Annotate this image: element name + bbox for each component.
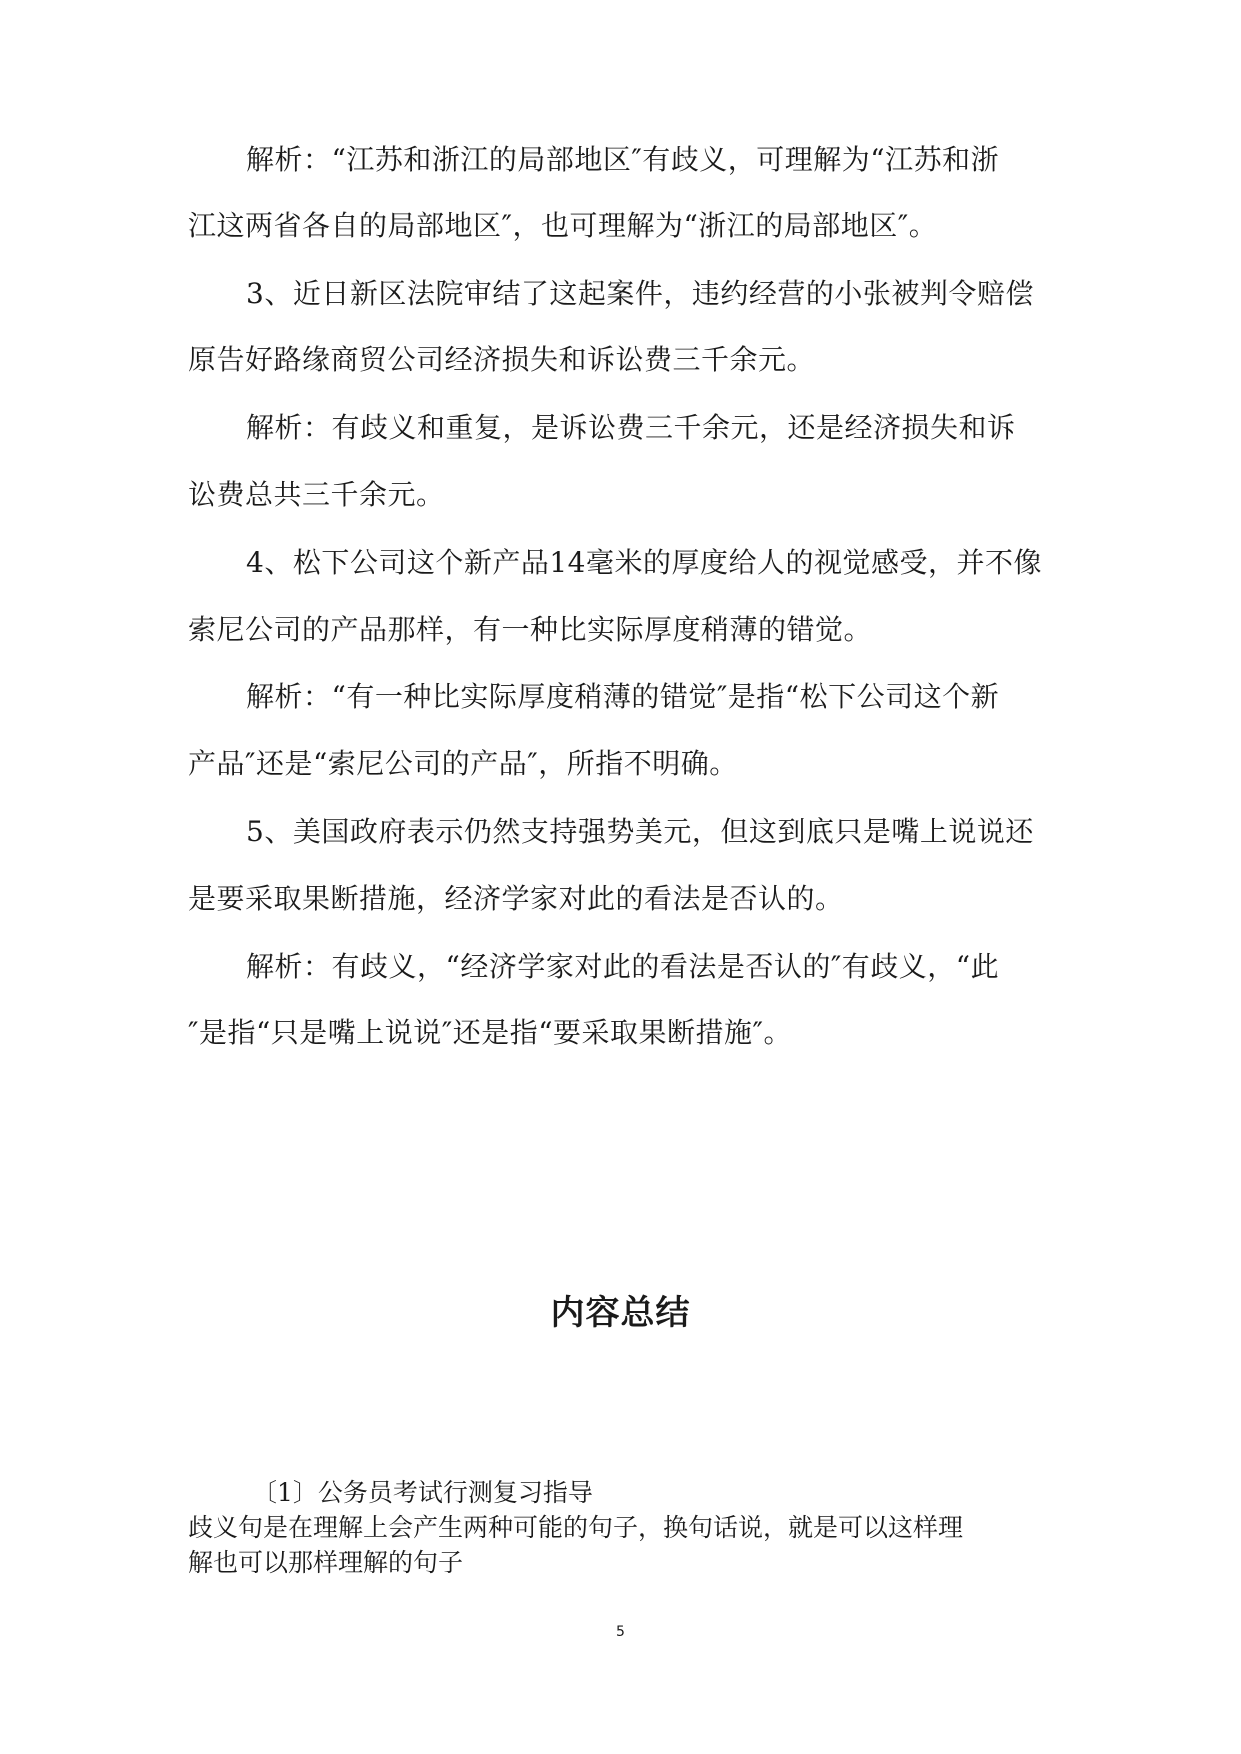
paragraph-5-line-1: 解析：“有一种比实际厚度稍薄的错觉″是指“松下公司这个新 [246, 680, 1000, 713]
summary-title: 内容总结 [550, 1293, 691, 1333]
summary-source: 〔1〕公务员考试行测复习指导 [252, 1478, 593, 1507]
page-number: 5 [616, 1624, 625, 1640]
paragraph-7-line-2: ″是指“只是嘴上说说″还是指“要采取果断措施″。 [188, 1016, 793, 1049]
summary-text-line-1: 歧义句是在理解上会产生两种可能的句子，换句话说，就是可以这样理 [188, 1513, 964, 1542]
paragraph-2-line-2: 原告好路缘商贸公司经济损失和诉讼费三千余元。 [188, 343, 816, 376]
summary-text-line-2: 解也可以那样理解的句子 [188, 1548, 464, 1577]
paragraph-3-line-2: 讼费总共三千余元。 [188, 478, 445, 511]
paragraph-5-line-2: 产品″还是“索尼公司的产品″，所指不明确。 [188, 747, 738, 780]
paragraph-6-line-1: 5、美国政府表示仍然支持强势美元，但这到底只是嘴上说说还 [246, 815, 1034, 848]
paragraph-6-line-2: 是要采取果断措施，经济学家对此的看法是否认的。 [188, 882, 844, 915]
paragraph-1-line-1: 解析：“江苏和浙江的局部地区″有歧义，可理解为“江苏和浙 [246, 143, 1000, 176]
paragraph-7-line-1: 解析：有歧义，“经济学家对此的看法是否认的″有歧义，“此 [246, 950, 1000, 983]
paragraph-4-line-1: 4、松下公司这个新产品14毫米的厚度给人的视觉感受，并不像 [246, 546, 1042, 579]
paragraph-3-line-1: 解析：有歧义和重复，是诉讼费三千余元，还是经济损失和诉 [246, 411, 1016, 444]
paragraph-2-line-1: 3、近日新区法院审结了这起案件，违约经营的小张被判令赔偿 [246, 277, 1034, 310]
paragraph-1-line-2: 江这两省各自的局部地区″，也可理解为“浙江的局部地区″。 [188, 209, 938, 242]
paragraph-4-line-2: 索尼公司的产品那样，有一种比实际厚度稍薄的错觉。 [188, 613, 873, 646]
